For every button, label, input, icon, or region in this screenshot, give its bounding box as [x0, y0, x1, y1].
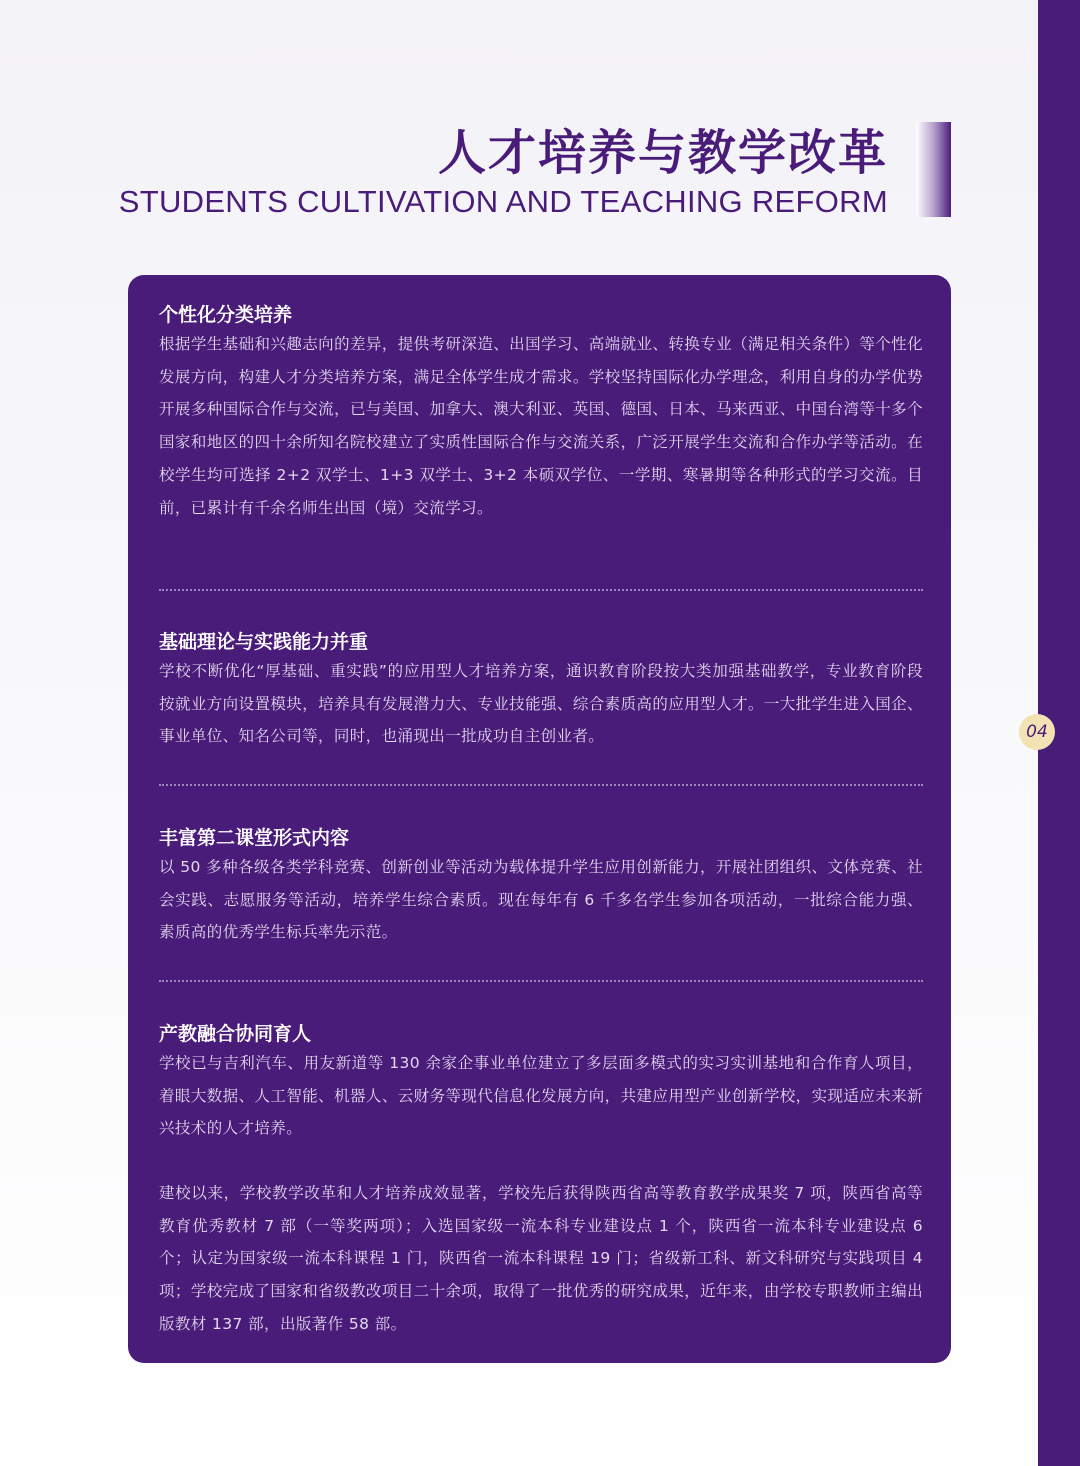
section-body-theory-practice: 学校不断优化“厚基础、重实践”的应用型人才培养方案，通识教育阶段按大类加强基础教学，专业教育阶段按就业方向设置模块，培养具有发展潜力大、专业技能强、综合素质高的应用型人才。一大批学生进入国企、事业单位、知名公司等，同时，也涌现出一批成功自主创业者。 [159, 662, 923, 746]
section-title-theory-practice: 基础理论与实践能力并重 [159, 631, 369, 653]
section-body-second-classroom: 以 50 多种各级各类学科竞赛、创新创业等活动为载体提升学生应用创新能力，开展社团组织、文体竞赛、社会实践、志愿服务等活动，培养学生综合素质。现在每年有 6 千多名学生参加各项活动，一批综合能力强、素质高的优秀学生标兵率先示范。 [159, 858, 923, 942]
section-divider [159, 784, 923, 786]
page-number-badge: 04 [1019, 714, 1055, 750]
section-body-industry-education: 学校已与吉利汽车、用友新道等 130 余家企事业单位建立了多层面多模式的实习实训基地和合作育人项目，着眼大数据、人工智能、机器人、云财务等现代信息化发展方向，共建应用型产业创新学校，实现适应未来新兴技术的人才培养。 [159, 1054, 923, 1138]
page-title: 人才培养与教学改革 [437, 125, 888, 181]
summary-paragraph: 建校以来，学校教学改革和人才培养成效显著，学校先后获得陕西省高等教育教学成果奖 7 项，陕西省高等教育优秀教材 7 部（一等奖两项）；入选国家级一流本科专业建设点 1 个，陕西省一流本科专业建设点 6 个；认定为国家级一流本科课程 1 门，陕西省一流本科课程 19 门；省级新工科、新文科研究与实践项目 4 项；学校完成了国家和省级教改项目二十余项，取得了一批优秀的研究成果，近年来，由学校专职教师主编出版教材 137 部，出版著作 58 部。 [159, 1184, 923, 1333]
section-body-personalized: 根据学生基础和兴趣志向的差异，提供考研深造、出国学习、高端就业、转换专业（满足相关条件）等个性化发展方向，构建人才分类培养方案，满足全体学生成才需求。学校坚持国际化办学理念，利用自身的办学优势开展多种国际合作与交流，已与美国、加拿大、澳大利亚、英国、德国、日本、马来西亚、中国台湾等十多个国家和地区的四十余所知名院校建立了实质性国际合作与交流关系，广泛开展学生交流和合作办学等活动。在校学生均可选择 2+2 双学士、1+3 双学士、3+2 本硕双学位、一学期、寒暑期等各种形式的学习交流。目前，已累计有千余名师生出国（境）交流学习。 [159, 335, 923, 517]
title-accent-bar [916, 122, 951, 217]
section-title-second-classroom: 丰富第二课堂形式内容 [159, 827, 350, 849]
section-title-industry-education: 产教融合协同育人 [159, 1023, 312, 1045]
page-subtitle-english: STUDENTS CULTIVATION AND TEACHING REFORM [118, 184, 888, 219]
section-divider [159, 589, 923, 591]
section-title-personalized: 个性化分类培养 [159, 304, 293, 326]
section-divider [159, 980, 923, 982]
